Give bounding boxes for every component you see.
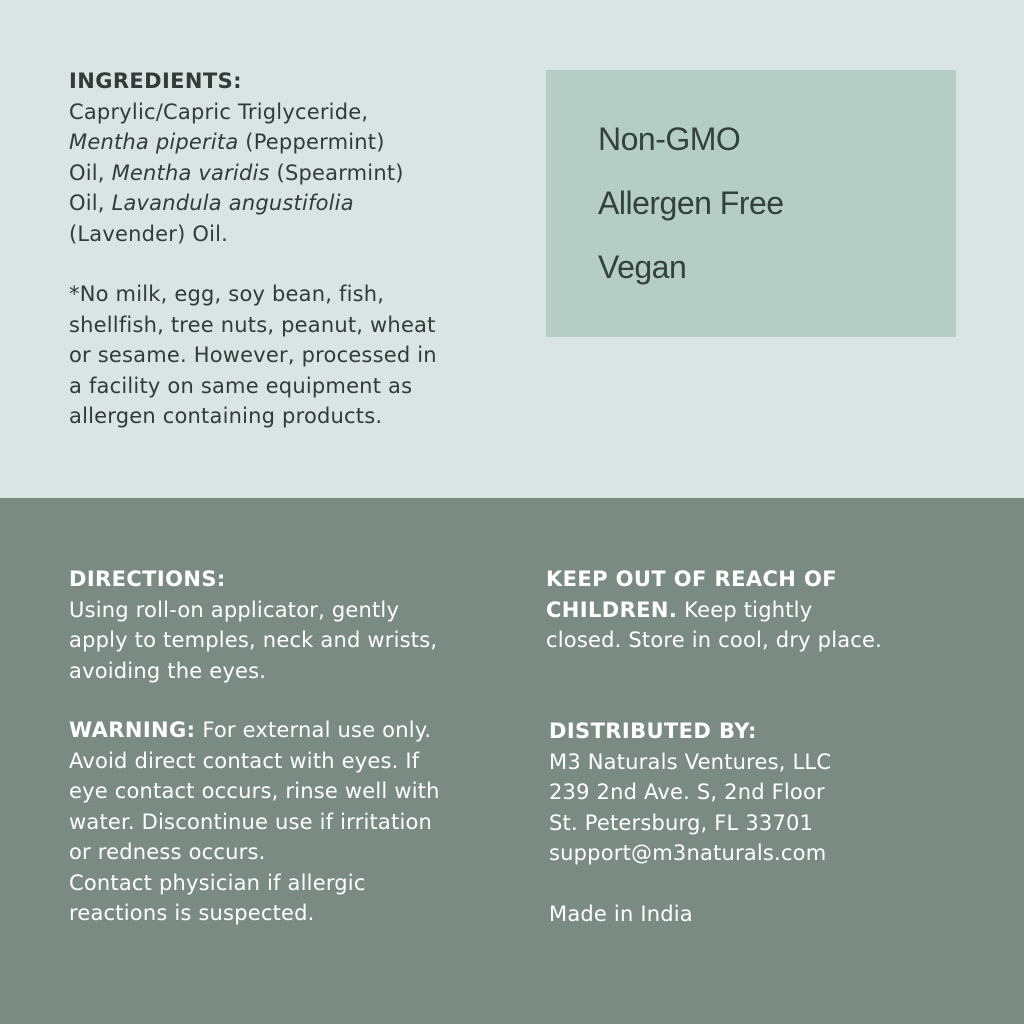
warning-line: eye contact occurs, rinse well with xyxy=(69,779,440,803)
ingredients-line: Caprylic/Capric Triglyceride, xyxy=(69,99,369,124)
allergen-note-line: a facility on same equipment as xyxy=(69,373,413,398)
distributor-email: support@m3naturals.com xyxy=(549,841,827,865)
distributor-city: St. Petersburg, FL 33701 xyxy=(549,810,814,835)
certifications-box xyxy=(546,70,956,337)
warning-first-line: WARNING: For external use only. xyxy=(69,718,432,742)
made-in-label: Made in India xyxy=(549,902,693,926)
warning-line: reactions is suspected. xyxy=(69,901,315,925)
allergen-note-line: *No milk, egg, soy bean, fish, xyxy=(69,282,385,306)
distributor-section xyxy=(549,716,989,930)
warning-heading: WARNING: xyxy=(69,718,196,742)
badge-vegan: Vegan xyxy=(598,249,687,285)
ingredients-line: Mentha piperita (Peppermint) xyxy=(69,130,385,154)
botanical-name: Mentha piperita xyxy=(69,130,239,154)
botanical-name: Mentha varidis xyxy=(111,160,270,185)
ingredients-line: (Lavender) Oil. xyxy=(69,221,229,246)
warning-section xyxy=(69,715,509,929)
allergen-note-line: or sesame. However, processed in xyxy=(69,343,437,367)
keep-out-line: closed. Store in cool, dry place. xyxy=(546,628,883,652)
keep-out-section xyxy=(546,564,986,656)
warning-line: Avoid direct contact with eyes. If xyxy=(69,748,420,773)
warning-line: or redness occurs. xyxy=(69,840,266,864)
warning-line: Contact physician if allergic xyxy=(69,870,366,895)
ingredients-line: Oil, Lavandula angustifolia xyxy=(69,191,354,215)
directions-line: apply to temples, neck and wrists, xyxy=(69,628,438,652)
botanical-name: Lavandula angustifolia xyxy=(111,191,354,215)
directions-line: Using roll-on applicator, gently xyxy=(69,597,400,622)
ingredients-section xyxy=(69,66,499,432)
distributor-heading: DISTRIBUTED BY: xyxy=(549,719,757,743)
directions-heading: DIRECTIONS: xyxy=(69,567,226,591)
distributor-address: 239 2nd Ave. S, 2nd Floor xyxy=(549,780,825,804)
badge-allergen-free: Allergen Free xyxy=(598,185,784,221)
ingredients-heading: INGREDIENTS: xyxy=(69,69,242,93)
warning-line: water. Discontinue use if irritation xyxy=(69,809,433,834)
directions-section xyxy=(69,564,509,686)
badge-non-gmo: Non-GMO xyxy=(598,121,741,157)
ingredients-line: Oil, Mentha varidis (Spearmint) xyxy=(69,160,404,185)
allergen-note-line: shellfish, tree nuts, peanut, wheat xyxy=(69,312,436,337)
keep-out-heading: KEEP OUT OF REACH OF xyxy=(546,567,837,591)
keep-out-line: CHILDREN. Keep tightly xyxy=(546,597,813,622)
distributor-company: M3 Naturals Ventures, LLC xyxy=(549,749,832,774)
allergen-note-line: allergen containing products. xyxy=(69,404,383,428)
directions-line: avoiding the eyes. xyxy=(69,658,267,683)
